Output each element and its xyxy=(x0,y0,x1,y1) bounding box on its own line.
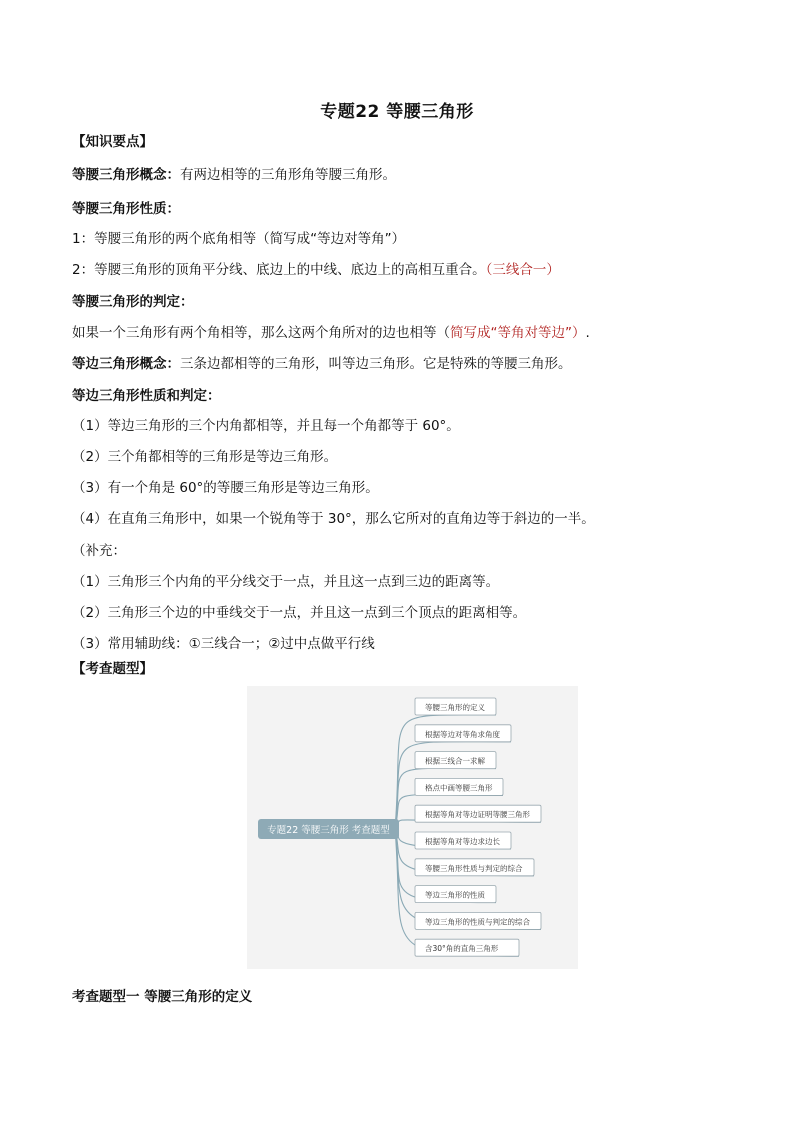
equi-props-label: 等边三角形性质和判定： xyxy=(72,388,221,404)
equi-prop-4: （4）在直角三角形中，如果一个锐角等于 30°，那么它所对的直角边等于斜边的一半。 xyxy=(72,511,595,527)
equi-prop-2: （2）三个角都相等的三角形是等边三角形。 xyxy=(72,449,338,465)
page-title: 专题22 等腰三角形 xyxy=(320,102,474,122)
supplement-3: （3）常用辅助线：①三线合一；②过中点做平行线 xyxy=(72,636,375,652)
mind-map-branch-node xyxy=(415,725,511,742)
mind-map-branch-node xyxy=(415,886,496,903)
mind-map-root-node xyxy=(258,819,399,839)
equi-prop-1: （1）等边三角形的三个内角都相等，并且每一个角都等于 60°。 xyxy=(72,418,460,434)
iso-prop-2-main: 2：等腰三角形的顶角平分线、底边上的中线、底边上的高相互重合。 xyxy=(72,262,486,278)
mind-map-branch-node xyxy=(415,832,511,849)
iso-judge-label: 等腰三角形的判定： xyxy=(72,294,194,310)
equi-concept xyxy=(72,354,572,374)
root-label: 专题22 等腰三角形 考查题型 xyxy=(267,825,390,836)
branch-label: 根据等角对等边证明等腰三角形 xyxy=(425,810,530,820)
iso-judge-main: 如果一个三角形有两个角相等，那么这两个角所对的边也相等（ xyxy=(72,325,450,341)
branch-label: 格点中画等腰三角形 xyxy=(425,783,493,793)
branch-label: 根据三线合一求解 xyxy=(425,756,485,766)
iso-concept-label: 等腰三角形概念： xyxy=(72,167,180,183)
iso-prop-1: 1：等腰三角形的两个底角相等（简写成“等边对等角”） xyxy=(72,231,406,247)
mind-map xyxy=(247,686,578,969)
iso-concept-text: 有两边相等的三角形角等腰三角形。 xyxy=(180,167,396,183)
type1-heading: 考查题型一 等腰三角形的定义 xyxy=(72,989,253,1005)
mind-map-canvas xyxy=(247,686,578,969)
iso-judge-red: 简写成“等角对等边”） xyxy=(450,325,586,341)
mind-map-branches xyxy=(415,698,541,956)
iso-concept xyxy=(72,165,396,185)
equi-concept-label: 等边三角形概念： xyxy=(72,356,180,372)
mind-map-branch-node xyxy=(415,752,496,769)
supplement-label: （补充： xyxy=(72,543,126,559)
knowledge-header: 【知识要点】 xyxy=(72,134,153,150)
iso-judge-end: . xyxy=(585,325,590,341)
branch-label: 根据等边对等角求角度 xyxy=(425,729,500,739)
iso-prop-2-red: （三线合一） xyxy=(485,262,560,278)
mind-map-branch-node xyxy=(415,939,519,956)
equi-prop-3: （3）有一个角是 60°的等腰三角形是等边三角形。 xyxy=(72,480,379,496)
mind-map-branch-node xyxy=(415,912,541,929)
mind-map-branch-node xyxy=(415,859,534,876)
mind-map-branch-node xyxy=(415,698,496,715)
equi-concept-text: 三条边都相等的三角形，叫等边三角形。它是特殊的等腰三角形。 xyxy=(180,356,572,372)
iso-prop-2 xyxy=(72,260,560,280)
branch-label: 等边三角形的性质 xyxy=(425,890,485,900)
branch-label: 等边三角形的性质与判定的综合 xyxy=(425,917,530,927)
supplement-1: （1）三角形三个内角的平分线交于一点，并且这一点到三边的距离等。 xyxy=(72,574,500,590)
branch-label: 根据等角对等边求边长 xyxy=(425,837,500,846)
supplement-2: （2）三角形三个边的中垂线交于一点，并且这一点到三个顶点的距离相等。 xyxy=(72,605,527,621)
branch-label: 含30°角的直角三角形 xyxy=(425,944,499,954)
branch-label: 等腰三角形性质与判定的综合 xyxy=(425,863,523,873)
mind-map-branch-node xyxy=(415,805,541,822)
iso-judge xyxy=(72,323,590,343)
iso-props-label: 等腰三角形性质： xyxy=(72,201,180,217)
branch-label: 等腰三角形的定义 xyxy=(425,703,485,712)
exam-header: 【考查题型】 xyxy=(72,661,153,677)
mind-map-branch-node xyxy=(415,778,503,795)
